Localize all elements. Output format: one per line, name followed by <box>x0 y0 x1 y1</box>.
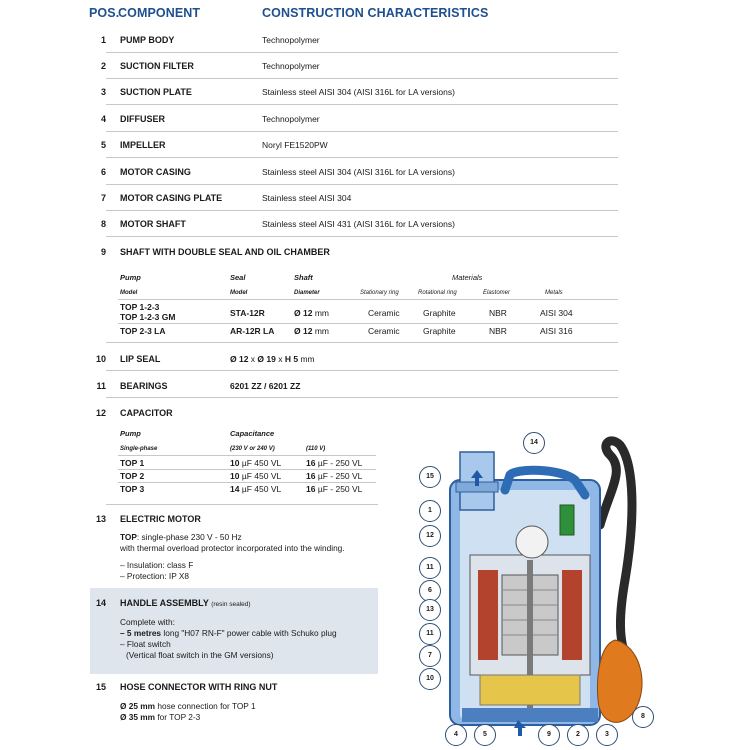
col-rotational: Rotational ring <box>418 290 457 296</box>
cap-row-divider <box>118 469 376 470</box>
table-row <box>86 132 618 158</box>
row-value: Stainless steel AISI 304 (AISI 316L for LA versions) <box>262 87 455 97</box>
row-number: 8 <box>100 219 106 229</box>
row-divider <box>106 157 618 158</box>
cap-pump: TOP 2 <box>120 471 145 481</box>
rotational-ring: Graphite <box>423 308 456 318</box>
shaft-unit: mm <box>314 308 329 318</box>
row-component: IMPELLER <box>120 140 166 150</box>
callout-11b: 11 <box>419 623 441 645</box>
callout-10: 10 <box>419 668 441 690</box>
row-number: 3 <box>100 87 106 97</box>
section-title: SHAFT WITH DOUBLE SEAL AND OIL CHAMBER <box>120 247 330 257</box>
row-value: Stainless steel AISI 431 (AISI 316L for LA versions) <box>262 219 455 229</box>
cap-230v-label: (230 V or 240 V) <box>230 446 275 452</box>
capacitor <box>516 526 548 558</box>
row-component: PUMP BODY <box>120 35 175 45</box>
metals: AISI 316 <box>540 326 573 336</box>
row-value: Technopolymer <box>262 114 320 124</box>
col-pump-sub: Model <box>120 290 138 296</box>
shaft-unit: mm <box>314 326 329 336</box>
header-pos: POS. <box>89 6 120 20</box>
cap-phase-label: Single-phase <box>120 446 158 452</box>
row-number: 7 <box>100 193 106 203</box>
callout-6: 6 <box>419 580 441 602</box>
section-divider <box>106 397 618 398</box>
cap-230-unit: µF 450 VL <box>239 458 282 468</box>
motor-protection: – Protection: IP X8 <box>120 571 190 581</box>
bearings-value: 6201 ZZ / 6201 ZZ <box>230 381 301 391</box>
col-metals: Metals <box>545 290 563 296</box>
callout-2: 2 <box>567 724 589 746</box>
lip-seal-diameter-outer: Ø 19 <box>257 354 276 364</box>
row-component: DIFFUSER <box>120 114 165 124</box>
col-stationary: Stationary ring <box>360 290 399 296</box>
motor-spec: : single-phase 230 V - 50 Hz <box>136 532 242 542</box>
seal-pump-model: TOP 1-2-3 GM <box>120 312 176 322</box>
callout-13: 13 <box>419 599 441 621</box>
callout-7: 7 <box>419 645 441 667</box>
cap-row-divider <box>118 482 376 483</box>
section-number: 15 <box>95 682 106 692</box>
section-number: 13 <box>95 514 106 524</box>
seal-pump-model: TOP 2-3 LA <box>120 326 166 336</box>
handle-line: (Vertical float switch in the GM versions) <box>126 650 274 660</box>
stator-winding-left <box>478 570 498 660</box>
col-pump: Pump <box>120 273 141 282</box>
section-title: HANDLE ASSEMBLY <box>120 598 209 608</box>
rotational-ring: Graphite <box>423 326 456 336</box>
cap-110-value: 16 <box>306 458 316 468</box>
row-value: Noryl FE1520PW <box>262 140 328 150</box>
shaft-diameter: Ø 12 <box>294 326 313 336</box>
row-component: SUCTION FILTER <box>120 61 194 71</box>
stationary-ring: Ceramic <box>368 326 400 336</box>
cap-header-divider <box>118 455 376 456</box>
callout-4: 4 <box>445 724 467 746</box>
callout-5: 5 <box>474 724 496 746</box>
table-row <box>86 211 618 237</box>
section-title: LIP SEAL <box>120 354 161 364</box>
elastomer: NBR <box>489 308 507 318</box>
col-seal: Seal <box>230 273 246 282</box>
motor-note: with thermal overload protector incorporated into the winding. <box>120 543 345 553</box>
section-number: 11 <box>96 381 106 391</box>
shaft-diameter: Ø 12 <box>294 308 313 318</box>
hose-spec: for TOP 2-3 <box>155 712 201 722</box>
callout-11: 11 <box>419 557 441 579</box>
cap-230-value: 10 <box>230 458 240 468</box>
lip-seal-height: H 5 <box>284 354 299 364</box>
table-row <box>86 185 618 211</box>
motor-insulation: – Insulation: class F <box>120 560 194 570</box>
section-title: HOSE CONNECTOR WITH RING NUT <box>120 682 278 692</box>
hose-spec: hose connection for TOP 1 <box>155 701 256 711</box>
cap-110-value: 16 <box>306 484 316 494</box>
callout-3: 3 <box>596 724 618 746</box>
seal-row-divider <box>118 323 618 324</box>
callout-1: 1 <box>419 500 441 522</box>
section-divider <box>106 342 618 343</box>
table-row <box>86 53 618 79</box>
elastomer: NBR <box>489 326 507 336</box>
lip-seal-separator: x <box>248 354 258 364</box>
cap-110-unit: µF - 250 VL <box>315 458 363 468</box>
col-materials: Materials <box>452 273 483 282</box>
cap-110v-label: (110 V) <box>306 446 326 452</box>
metals: AISI 304 <box>540 308 573 318</box>
section-number: 9 <box>100 247 106 257</box>
row-component: SUCTION PLATE <box>120 87 192 97</box>
row-component: MOTOR SHAFT <box>120 219 186 229</box>
lip-seal-unit: mm <box>298 354 315 364</box>
cable-length: – 5 metres <box>120 628 162 638</box>
handle-note: (resin sealed) <box>211 601 251 608</box>
row-value: Technopolymer <box>262 35 320 45</box>
row-value: Stainless steel AISI 304 <box>262 193 352 203</box>
col-shaft-sub: Diameter <box>294 290 320 296</box>
row-number: 6 <box>100 167 106 177</box>
section-title: CAPACITOR <box>120 408 173 418</box>
cap-110-value: 16 <box>306 471 316 481</box>
seal-model: AR-12R LA <box>230 326 275 336</box>
callout-12: 12 <box>419 525 441 547</box>
row-number: 2 <box>100 61 106 71</box>
lip-seal-separator: x <box>275 354 285 364</box>
stationary-ring: Ceramic <box>368 308 400 318</box>
col-elastomer: Elastomer <box>483 290 511 296</box>
cap-col-pump: Pump <box>120 429 141 438</box>
cap-pump: TOP 3 <box>120 484 145 494</box>
motor-model: TOP <box>120 532 137 542</box>
cap-col-capacitance: Capacitance <box>230 429 275 438</box>
section-divider <box>106 370 618 371</box>
cap-230-unit: µF 450 VL <box>239 471 282 481</box>
section-number: 12 <box>95 408 106 418</box>
cable-spec: long "H07 RN-F" power cable with Schuko plug <box>161 628 337 638</box>
row-divider <box>106 236 618 237</box>
cap-230-value: 10 <box>230 471 240 481</box>
hose-size: Ø 25 mm <box>120 701 156 711</box>
row-component: MOTOR CASING <box>120 167 191 177</box>
lip-seal-value <box>230 354 315 364</box>
stator-winding-right <box>562 570 582 660</box>
cap-230-unit: µF 450 VL <box>239 484 282 494</box>
cap-110-unit: µF - 250 VL <box>315 484 363 494</box>
row-component: MOTOR CASING PLATE <box>120 193 223 203</box>
oil-chamber <box>480 675 580 705</box>
section-title: BEARINGS <box>120 381 168 391</box>
callout-9: 9 <box>538 724 560 746</box>
cap-110-unit: µF - 250 VL <box>315 471 363 481</box>
callout-14: 14 <box>523 432 545 454</box>
section-title: ELECTRIC MOTOR <box>120 514 201 524</box>
table-row <box>86 79 618 105</box>
header-characteristics: CONSTRUCTION CHARACTERISTICS <box>262 6 489 20</box>
seal-header-divider <box>118 299 618 300</box>
suction-plate <box>462 708 598 722</box>
table-row <box>86 159 618 185</box>
col-seal-sub: Model <box>230 290 248 296</box>
header-component: COMPONENT <box>118 6 201 20</box>
col-shaft: Shaft <box>294 273 313 282</box>
cap-pump: TOP 1 <box>120 458 145 468</box>
cable-gland <box>560 505 574 535</box>
table-row <box>86 106 618 132</box>
callout-15: 15 <box>419 466 441 488</box>
section-divider <box>106 504 378 505</box>
row-number: 4 <box>100 114 106 124</box>
row-number: 5 <box>100 140 106 150</box>
section-number: 14 <box>95 598 106 608</box>
handle-line: – Float switch <box>120 639 171 649</box>
seal-pump-model: TOP 1-2-3 <box>120 302 160 312</box>
cap-230-value: 14 <box>230 484 240 494</box>
seal-model: STA-12R <box>230 308 265 318</box>
row-value: Stainless steel AISI 304 (AISI 316L for LA versions) <box>262 167 455 177</box>
row-value: Technopolymer <box>262 61 320 71</box>
hose-size: Ø 35 mm <box>120 712 156 722</box>
pump-cutaway-diagram <box>410 430 655 750</box>
callout-8: 8 <box>632 706 654 728</box>
handle-line: Complete with: <box>120 617 175 627</box>
lip-seal-diameter-inner: Ø 12 <box>230 354 249 364</box>
row-divider <box>106 104 618 105</box>
section-number: 10 <box>95 354 106 364</box>
power-cable <box>600 441 632 655</box>
table-row <box>86 27 618 53</box>
row-number: 1 <box>100 35 106 45</box>
